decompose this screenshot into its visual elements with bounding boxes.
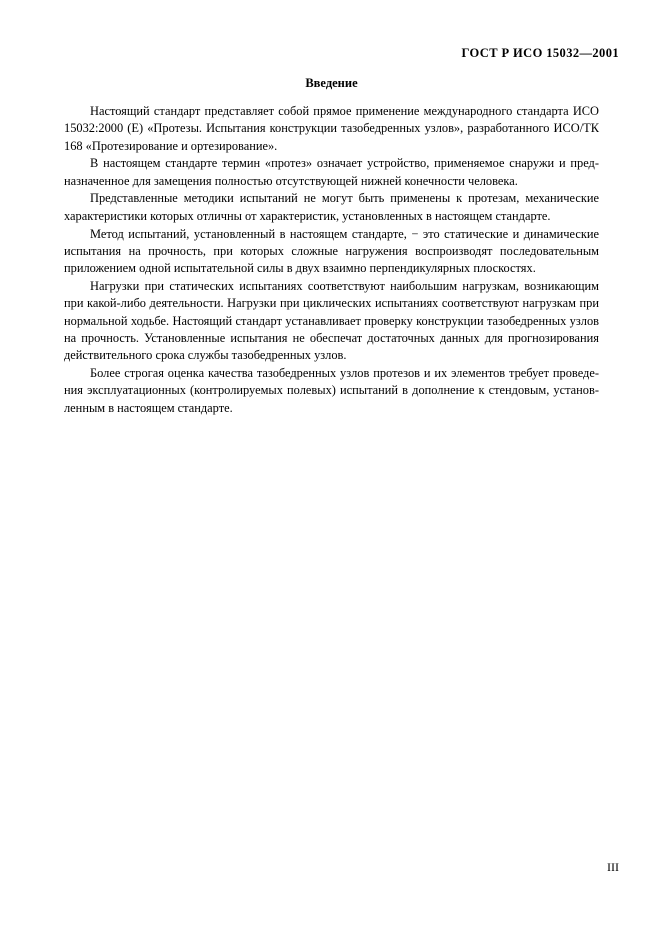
paragraph: Представленные методики испытаний не могут быть применены к протезам, механические характеристики которых отличны от характеристик, установленных в настоящем стандарте. <box>64 191 599 223</box>
page-number: III <box>607 860 619 874</box>
paragraph: В настоящем стандарте термин «протез» означает устройство, применяемое снаружи и предназначенное для замещения полностью отсутствующей нижней конечности человека. <box>64 156 599 188</box>
page-content <box>64 76 599 417</box>
section-title-introduction: Введение <box>305 76 358 90</box>
paragraph: Более строгая оценка качества тазобедренных узлов протезов и их элементов требует проведения эксплуатационных (контролируемых полевых) испытаний в дополнение к стендовым, установленным в настоящем стандарте. <box>64 365 599 415</box>
page-header-standard-ref: ГОСТ Р ИСО 15032—2001 <box>461 46 619 60</box>
paragraph: Настоящий стандарт представляет собой прямое применение международного стандарта ИСО 15032:2000 (E) «Протезы. Испытания конструкции тазобедренных узлов», разработанного ИСО/ТК 168 «Протезирование и ортезирование». <box>64 104 599 153</box>
paragraph: Нагрузки при статических испытаниях соответствуют наибольшим нагрузкам, возникающим при какой-либо деятельности. Нагрузки при циклических испытаниях соответствуют нагрузкам при нормальной ходьбе. Настоящий стандарт устанавливает проверку конструкции тазобедренных узлов на прочность. Установленные испытания не обеспечат достаточных данных для прогнозирования действительного срока службы тазобедренных узлов. <box>64 278 599 363</box>
paragraph: Метод испытаний, установленный в настоящем стандарте, − это статические и динамические испытания на прочность, при которых сложные нагружения воспроизводят последовательным приложением одной испытательной силы в двух взаимно перпендикулярных плоскостях. <box>64 226 599 276</box>
